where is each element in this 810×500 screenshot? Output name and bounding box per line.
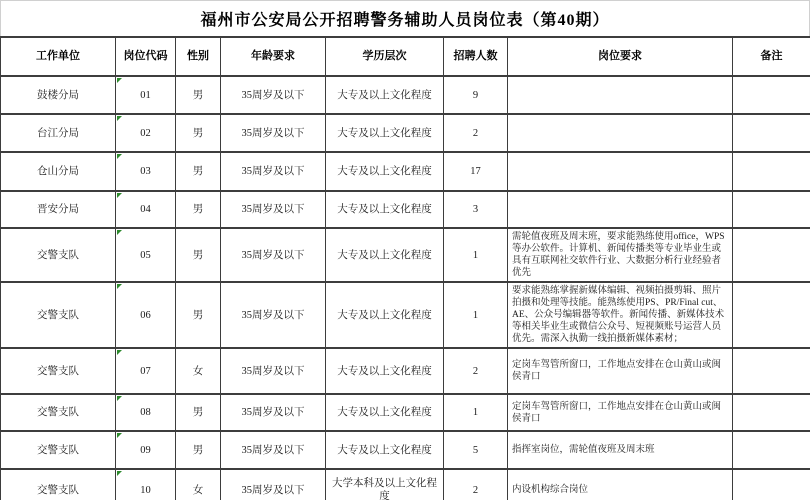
cell-note: [733, 152, 810, 191]
cell-age: 35周岁及以下: [221, 152, 326, 191]
cell-code: 06: [116, 282, 176, 348]
cell-count: 1: [444, 394, 508, 431]
excel-text-indicator-icon: [117, 116, 122, 121]
cell-education: 大专及以上文化程度: [326, 152, 444, 191]
cell-note: [733, 394, 810, 431]
cell-requirements: 定岗车驾管所窗口，工作地点安排在仓山黄山或闽侯青口: [508, 348, 733, 394]
cell-gender: 男: [176, 394, 221, 431]
cell-unit: 交警支队: [1, 228, 116, 282]
cell-unit: 晋安分局: [1, 191, 116, 228]
cell-count: 5: [444, 431, 508, 469]
column-header-count: 招聘人数: [444, 37, 508, 76]
cell-education: 大专及以上文化程度: [326, 431, 444, 469]
cell-code: 10: [116, 469, 176, 500]
cell-gender: 男: [176, 114, 221, 152]
table-row: [1, 348, 810, 394]
cell-gender: 女: [176, 469, 221, 500]
column-header-age: 年龄要求: [221, 37, 326, 76]
table-row: [1, 114, 810, 152]
cell-gender: 男: [176, 282, 221, 348]
cell-requirements: 要求能熟练掌握新媒体编辑、视频拍摄剪辑、照片拍摄和处理等技能。能熟练使用PS、PR/Final cut、AE、公众号编辑器等软件。新闻传播、新媒体技术等相关毕业生或微信公众号、短视频账号运营人员优先。需深入执勤一线拍摄新媒体素材；: [508, 282, 733, 348]
cell-unit: 交警支队: [1, 348, 116, 394]
cell-age: 35周岁及以下: [221, 469, 326, 500]
cell-note: [733, 228, 810, 282]
cell-unit: 交警支队: [1, 394, 116, 431]
table-row: [1, 394, 810, 431]
cell-code: 09: [116, 431, 176, 469]
job-positions-table: [0, 36, 810, 500]
excel-text-indicator-icon: [117, 284, 122, 289]
cell-note: [733, 114, 810, 152]
cell-unit: 台江分局: [1, 114, 116, 152]
cell-gender: 男: [176, 152, 221, 191]
cell-unit: 鼓楼分局: [1, 76, 116, 114]
title-row: [0, 0, 810, 36]
table-row: [1, 152, 810, 191]
cell-note: [733, 348, 810, 394]
cell-note: [733, 191, 810, 228]
table-header-row: [1, 37, 810, 76]
cell-education: 大专及以上文化程度: [326, 114, 444, 152]
cell-requirements: 定岗车驾管所窗口，工作地点安排在仓山黄山或闽侯青口: [508, 394, 733, 431]
excel-text-indicator-icon: [117, 350, 122, 355]
cell-requirements: 指挥室岗位，需轮值夜班及周末班: [508, 431, 733, 469]
cell-education: 大专及以上文化程度: [326, 76, 444, 114]
excel-text-indicator-icon: [117, 433, 122, 438]
table-row: [1, 469, 810, 500]
table-row: [1, 431, 810, 469]
cell-count: 1: [444, 282, 508, 348]
column-header-requirements: 岗位要求: [508, 37, 733, 76]
cell-education: 大专及以上文化程度: [326, 191, 444, 228]
column-header-note: 备注: [733, 37, 810, 76]
cell-count: 3: [444, 191, 508, 228]
cell-education: 大专及以上文化程度: [326, 282, 444, 348]
cell-gender: 女: [176, 348, 221, 394]
column-header-unit: 工作单位: [1, 37, 116, 76]
cell-requirements: [508, 76, 733, 114]
column-header-gender: 性别: [176, 37, 221, 76]
cell-education: 大专及以上文化程度: [326, 394, 444, 431]
table-row: [1, 228, 810, 282]
table-row: [1, 282, 810, 348]
cell-code: 08: [116, 394, 176, 431]
cell-count: 2: [444, 348, 508, 394]
cell-requirements: 需轮值夜班及周末班，要求能熟练使用office，WPS等办公软件。计算机、新闻传播类等专业毕业生或具有互联网社交软件行业、大数据分析行业经验者优先: [508, 228, 733, 282]
cell-requirements: [508, 191, 733, 228]
cell-education: 大专及以上文化程度: [326, 348, 444, 394]
excel-text-indicator-icon: [117, 78, 122, 83]
cell-count: 17: [444, 152, 508, 191]
cell-count: 2: [444, 469, 508, 500]
cell-requirements: [508, 114, 733, 152]
cell-age: 35周岁及以下: [221, 76, 326, 114]
cell-note: [733, 431, 810, 469]
cell-gender: 男: [176, 431, 221, 469]
table-row: [1, 76, 810, 114]
cell-count: 9: [444, 76, 508, 114]
cell-education: 大专及以上文化程度: [326, 228, 444, 282]
page-title: 福州市公安局公开招聘警务辅助人员岗位表（第40期）: [200, 12, 610, 29]
column-header-education: 学历层次: [326, 37, 444, 76]
cell-code: 05: [116, 228, 176, 282]
excel-text-indicator-icon: [117, 230, 122, 235]
cell-requirements: [508, 152, 733, 191]
table-row: [1, 191, 810, 228]
cell-unit: 交警支队: [1, 282, 116, 348]
excel-text-indicator-icon: [117, 471, 122, 476]
cell-count: 1: [444, 228, 508, 282]
cell-age: 35周岁及以下: [221, 394, 326, 431]
cell-gender: 男: [176, 228, 221, 282]
cell-code: 04: [116, 191, 176, 228]
cell-age: 35周岁及以下: [221, 191, 326, 228]
cell-unit: 交警支队: [1, 469, 116, 500]
cell-code: 07: [116, 348, 176, 394]
cell-age: 35周岁及以下: [221, 228, 326, 282]
cell-note: [733, 76, 810, 114]
cell-code: 02: [116, 114, 176, 152]
cell-count: 2: [444, 114, 508, 152]
excel-text-indicator-icon: [117, 396, 122, 401]
cell-age: 35周岁及以下: [221, 114, 326, 152]
excel-text-indicator-icon: [117, 193, 122, 198]
cell-code: 03: [116, 152, 176, 191]
cell-note: [733, 282, 810, 348]
cell-age: 35周岁及以下: [221, 282, 326, 348]
cell-note: [733, 469, 810, 500]
cell-education: 大学本科及以上文化程度: [326, 469, 444, 500]
cell-unit: 仓山分局: [1, 152, 116, 191]
cell-gender: 男: [176, 76, 221, 114]
cell-gender: 男: [176, 191, 221, 228]
cell-age: 35周岁及以下: [221, 431, 326, 469]
excel-text-indicator-icon: [117, 154, 122, 159]
column-header-code: 岗位代码: [116, 37, 176, 76]
cell-unit: 交警支队: [1, 431, 116, 469]
cell-requirements: 内设机构综合岗位: [508, 469, 733, 500]
cell-code: 01: [116, 76, 176, 114]
cell-age: 35周岁及以下: [221, 348, 326, 394]
